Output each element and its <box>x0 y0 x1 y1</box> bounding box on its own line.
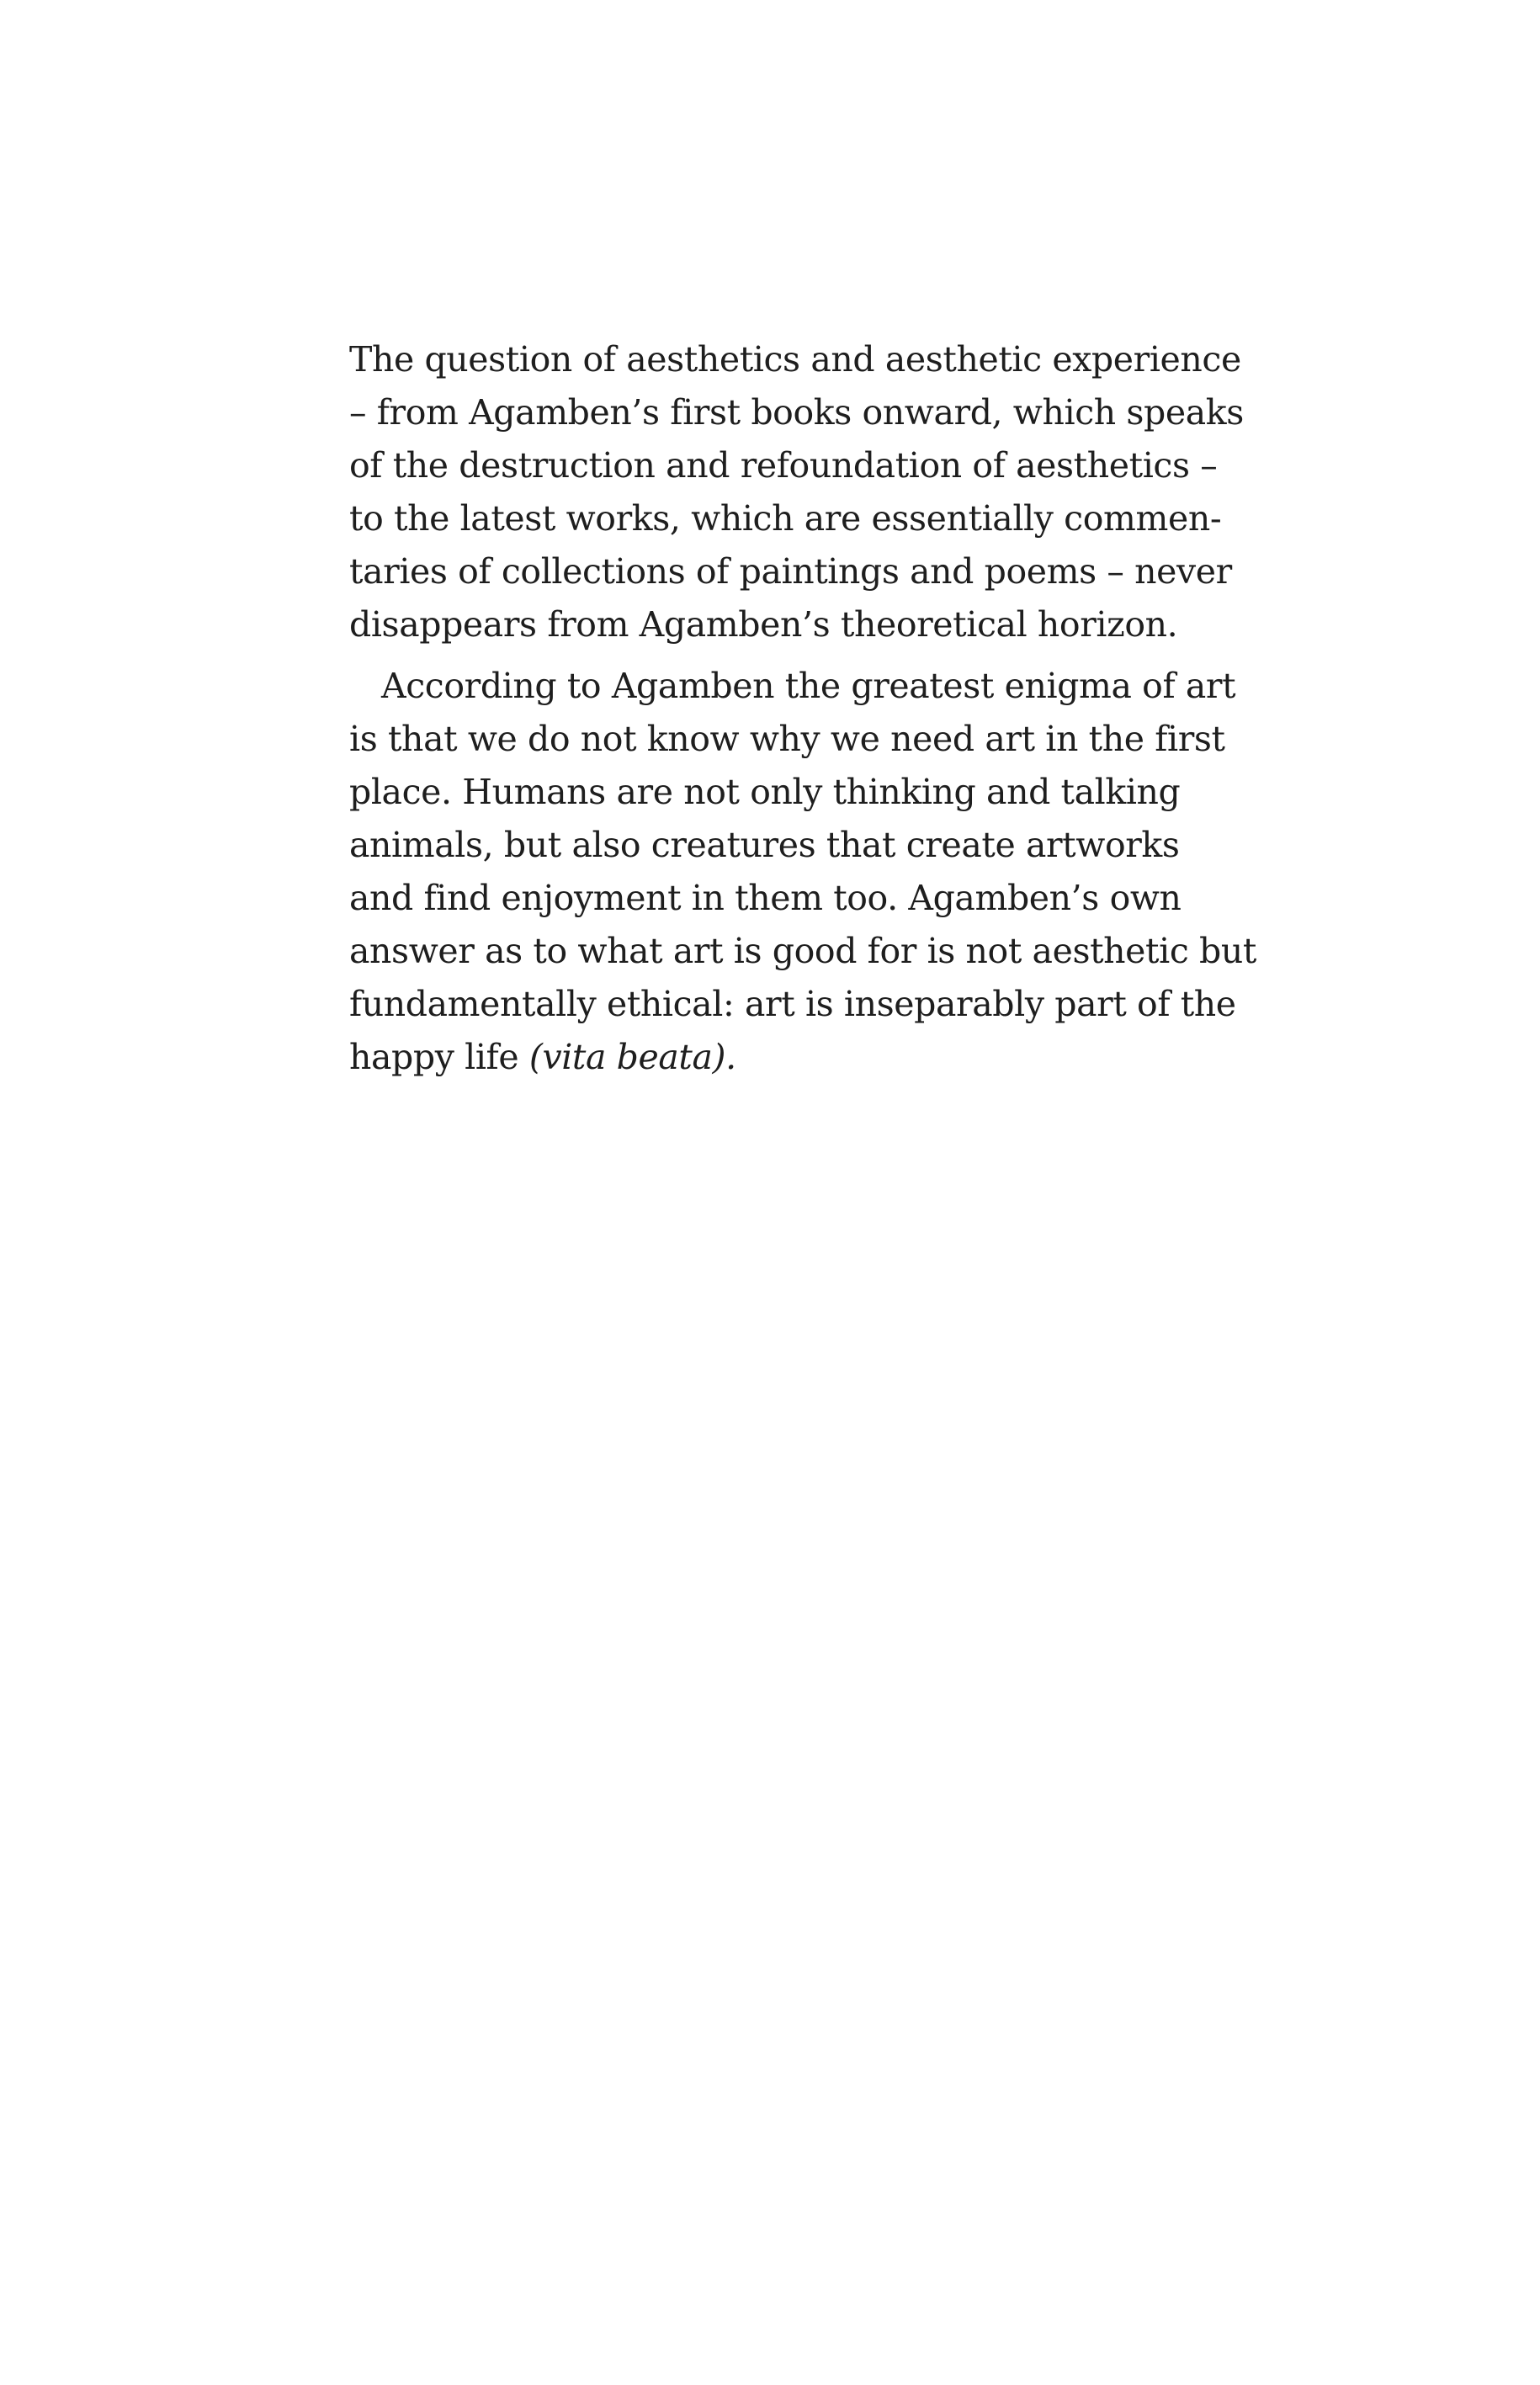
text-line: and find enjoyment in them too. Agamben’s own <box>349 878 1182 918</box>
text-line: The question of aesthetics and aesthetic experience <box>349 339 1241 380</box>
paragraph-1 <box>349 333 1244 651</box>
text-line-start: happy life <box>349 1037 529 1077</box>
text-line: is that we do not know why we need art in the first <box>349 719 1225 759</box>
text-line: answer as to what art is good for is not aesthetic but <box>349 931 1256 971</box>
paragraph-gap <box>349 651 1166 660</box>
text-line: – from Agamben’s first books onward, which speaks <box>349 392 1244 433</box>
text-line: to the latest works, which are essentially commen- <box>349 498 1222 539</box>
text-line-last <box>349 1031 1166 1084</box>
paragraph-2 <box>349 660 1256 1084</box>
text-line: of the destruction and refoundation of aesthetics – <box>349 445 1218 486</box>
text-line: disappears from Agamben’s theoretical horizon. <box>349 604 1178 645</box>
text-line: According to Agamben the greatest enigma of art <box>381 666 1236 706</box>
text-line: taries of collections of paintings and poems – never <box>349 551 1232 592</box>
text-line: fundamentally ethical: art is inseparably part of the <box>349 984 1236 1024</box>
body-text <box>349 333 1256 1084</box>
italic-phrase: (vita beata). <box>528 1037 736 1077</box>
text-line: place. Humans are not only thinking and talking <box>349 772 1181 812</box>
text-line: animals, but also creatures that create artworks <box>349 825 1180 865</box>
